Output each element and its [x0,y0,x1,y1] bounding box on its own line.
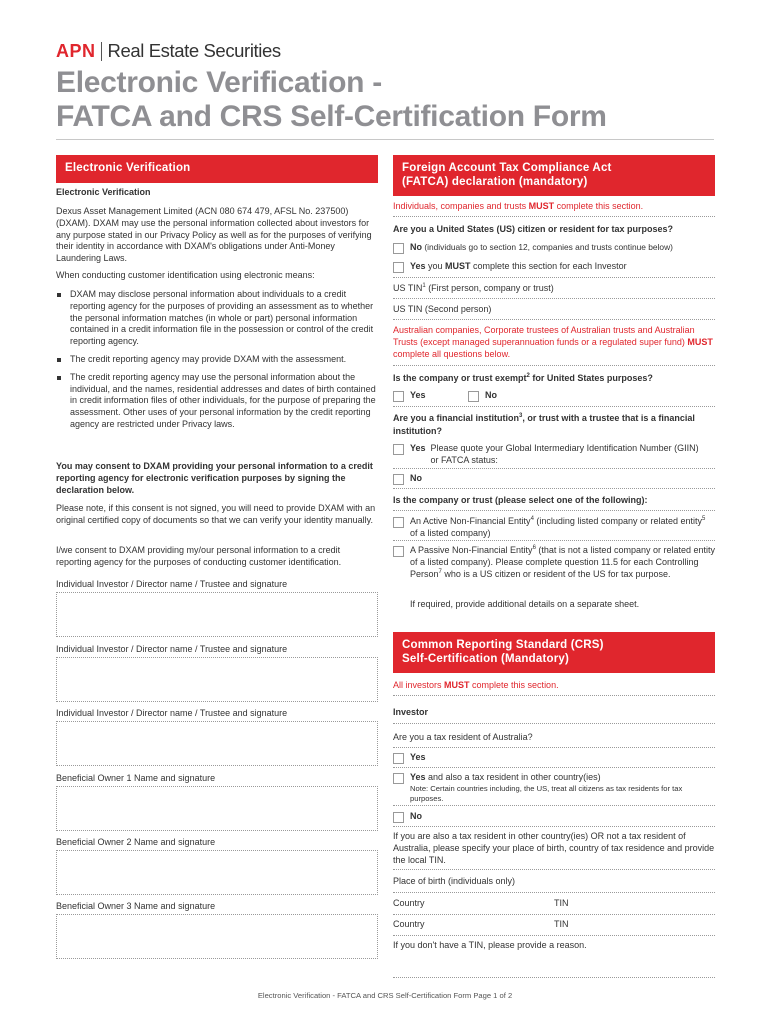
rule [393,869,715,870]
signature-label-beneficial-3: Beneficial Owner 3 Name and signature [56,901,216,911]
fatca-question-fi [393,412,715,437]
rule [393,277,715,278]
checkbox-active-nfe[interactable] [393,517,404,528]
ev-intro: Dexus Asset Management Limited (ACN 080 674 479, AFSL No. 237500) (DXAM). DXAM may use the personal information collected about investors for any purpose stated in our Privacy Policy as well as for the purposes of verifying their identity in accordance with DXAM's obligations under Anti-Money Laundering Laws. [56,206,372,264]
tin-label: TIN [554,919,569,929]
signature-field-beneficial-1[interactable] [56,786,378,831]
crs-banner-line1: Common Reporting Standard (CRS) [402,639,604,651]
fi-no-label: No [410,473,422,483]
fatca-banner [393,155,715,196]
page-footer: Electronic Verification - FATCA and CRS Self-Certification Form Page 1 of 2 [257,991,513,1000]
rule [393,826,715,827]
fi-yes-text: Please quote your Global Intermediary Identification Number (GIIN) or FATCA status: [430,443,699,465]
checkbox-no[interactable] [393,243,404,254]
crs-banner [393,632,715,673]
crs-yes-also-note: Note: Certain countries including, the US, treat all citizens as tax residents for tax purposes. [410,783,683,803]
aus-note-end: complete all questions below. [393,348,511,359]
crs-intro [393,680,715,692]
field-label-end: (First person, company or trust) [425,283,554,293]
country-tin-row-1[interactable] [393,898,715,910]
fatca-intro-text: Individuals, companies and trusts [393,201,529,211]
aus-note-must: MUST [687,336,713,347]
us-tin-first-field[interactable] [393,283,715,295]
electronic-verification-section [56,155,378,911]
question-text: Is the company or trust exempt [393,373,527,383]
electronic-verification-banner: Electronic Verification [56,155,378,183]
crs-investor-heading: Investor [393,707,429,717]
rule [393,298,715,299]
option-text-mid: (including listed company or related entity [533,516,702,526]
us-tin-second-field[interactable] [393,304,715,316]
rule [393,892,715,893]
exempt-options [393,390,715,402]
ev-consent-text: I/we consent to DXAM providing my/our personal information to a credit reporting agency for the purposes of conducting customer identification. [56,545,342,567]
fatca-option-yes[interactable] [393,261,715,273]
rule [393,935,715,936]
question-text-end: , or trust with a trustee that is a financial institution? [393,413,695,436]
question-text: Are you a financial institution [393,413,520,423]
footnote-ref: 5 [702,516,706,522]
signature-field-beneficial-3[interactable] [56,914,378,959]
footnote-ref: 2 [526,373,530,379]
rule [393,365,715,366]
signature-field-beneficial-2[interactable] [56,850,378,895]
brand-name: Real Estate Securities [107,40,281,61]
fi-option-no[interactable] [393,473,715,485]
rule [393,468,715,469]
ev-bullet-1: DXAM may disclose personal information about individuals to a credit reporting agency for the purposes of providing an assessment as to whether the personal information matches (in whole or part) personal information contained in a credit information file in the possession or control of the credit reporting agency. [56,289,378,348]
rule [393,767,715,768]
rule [393,977,715,978]
footnote-ref: 6 [532,545,536,551]
crs-intro-end: complete this section. [469,680,559,690]
no-tin-reason-field[interactable]: If you don't have a TIN, please provide a reason. [393,940,587,950]
option-text-end: complete this section for each Investor [470,261,627,271]
ev-conducting: When conducting customer identification using electronic means: [56,270,315,280]
signature-label-2: Individual Investor / Director name / Trustee and signature [56,644,288,654]
ev-bullet-2: The credit reporting agency may provide DXAM with the assessment. [56,354,378,366]
page-title-line2: FATCA and CRS Self-Certification Form [56,100,607,133]
crs-other-residency: If you are also a tax resident in other country(ies) OR not a tax resident of Australia, please specify your place of birth, country of tax residence and provide the local TIN. [393,831,715,865]
option-text-end: of a listed company) [410,527,491,538]
footnote-ref: 4 [530,516,534,522]
ev-heading: Electronic Verification [56,187,151,197]
checkbox-exempt-no[interactable] [468,391,479,402]
rule [393,695,715,696]
checkbox-exempt-yes[interactable] [393,391,404,402]
country-tin-row-2[interactable] [393,919,715,931]
fi-yes-label: Yes [410,443,426,453]
crs-option-yes-also[interactable] [393,772,715,804]
fatca-australian-entities-note [393,325,715,360]
rule [393,319,715,320]
option-text: and also a tax resident in other country(ies) [425,772,601,782]
signature-label-beneficial-1: Beneficial Owner 1 Name and signature [56,773,216,783]
option-label: No [410,242,422,252]
footnote-ref: 1 [422,283,426,289]
place-of-birth-field[interactable]: Place of birth (individuals only) [393,876,516,886]
brand-logo [56,40,281,62]
checkbox-fi-no[interactable] [393,474,404,485]
page-title-line1: Electronic Verification - [56,66,382,99]
fatca-intro [393,201,715,213]
checkbox-yes[interactable] [393,262,404,273]
checkbox-crs-no[interactable] [393,812,404,823]
option-text-end: who is a US citizen or resident of the US for tax purpose. [441,568,671,579]
footnote-ref: 3 [519,413,523,419]
crs-banner-line2: Self-Certification (Mandatory) [402,653,570,665]
option-must: MUST [445,261,471,271]
fatca-additional-note: If required, provide additional details on a separate sheet. [410,599,640,609]
checkbox-crs-yes-also[interactable] [393,773,404,784]
fatca-intro-text-end: complete this section. [554,201,644,211]
ev-consent-bold: You may consent to DXAM providing your personal information to a credit reporting agency for electronic verification purposes by signing the declaration below. [56,461,373,495]
checkbox-passive-nfe[interactable] [393,546,404,557]
crs-no-label: No [410,811,422,821]
checkbox-fi-yes[interactable] [393,444,404,455]
title-divider [56,139,714,140]
fatca-banner-line2: (FATCA) declaration (mandatory) [402,176,588,188]
option-text: you [425,261,446,271]
exempt-no-label: No [485,390,497,400]
rule [393,747,715,748]
option-label: Yes [410,261,426,271]
entity-option-passive[interactable] [393,545,715,580]
ev-bullet-list [56,289,378,431]
country-label: Country [393,898,425,908]
footnote-ref: 7 [438,568,442,575]
rule [393,805,715,806]
field-label: US TIN [393,283,423,293]
country-label: Country [393,919,425,929]
rule [393,216,715,217]
signature-field-3[interactable] [56,721,378,766]
fatca-banner-line1: Foreign Account Tax Compliance Act [402,162,612,174]
option-text: A Passive Non-Financial Entity [410,545,533,555]
brand-divider [101,42,102,61]
page-title [56,66,716,134]
option-text: (individuals go to section 12, companies and trusts continue below) [422,242,673,252]
crs-yes-label: Yes [410,752,426,762]
fatca-question-exempt [393,373,715,385]
exempt-yes-label: Yes [410,390,426,400]
option-text-mid: (that is not a listed company or related entity of a listed company). Please complete question 11.5 for each Controlling Person [410,545,715,579]
fi-option-yes[interactable] [393,443,715,467]
option-label: Yes [410,772,426,782]
rule [393,540,715,541]
crs-intro-text: All investors [393,680,445,690]
rule [393,510,715,511]
fatca-option-no[interactable] [393,242,715,254]
crs-intro-must: MUST [444,680,470,690]
signature-label-beneficial-2: Beneficial Owner 2 Name and signature [56,837,216,847]
fatca-question-us: Are you a United States (US) citizen or resident for tax purposes? [393,224,674,234]
crs-option-no[interactable] [393,811,715,823]
field-label: US TIN (Second person) [393,304,492,314]
crs-question-australia: Are you a tax resident of Australia? [393,732,533,742]
fatca-intro-must: MUST [528,201,555,211]
aus-note-text: Australian companies, Corporate trustees of Australian trusts and Australian Trusts (except managed superannuation funds or a regulated super fund) [393,325,695,347]
rule [393,406,715,407]
rule [393,723,715,724]
rule [393,488,715,489]
signature-field-1[interactable] [56,592,378,637]
brand-logo-mark: APN [56,40,96,61]
option-text: An Active Non-Financial Entity [410,516,531,526]
rule [393,914,715,915]
crs-option-yes[interactable] [393,752,715,764]
fatca-question-entity: Is the company or trust (please select one of the following): [393,495,648,505]
ev-bullet-3: The credit reporting agency may use the personal information about the individual, and the names, residential addresses and dates of birth contained in credit information files of other individuals, for the purpose of preparing the assessment. Other uses of your personal information by the credit reporting agency are restricted under Privacy laws. [56,372,378,431]
signature-label-1: Individual Investor / Director name / Trustee and signature [56,579,288,589]
checkbox-crs-yes[interactable] [393,753,404,764]
signature-label-3: Individual Investor / Director name / Trustee and signature [56,708,288,718]
entity-option-active[interactable] [393,516,715,540]
signature-field-2[interactable] [56,657,378,702]
ev-note: Please note, if this consent is not signed, you will need to provide DXAM with an original certified copy of documents so that we can verify your identity manually. [56,503,376,525]
tin-label: TIN [554,898,569,908]
question-text-end: for United States purposes? [529,373,653,383]
fatca-crs-section [393,155,715,950]
